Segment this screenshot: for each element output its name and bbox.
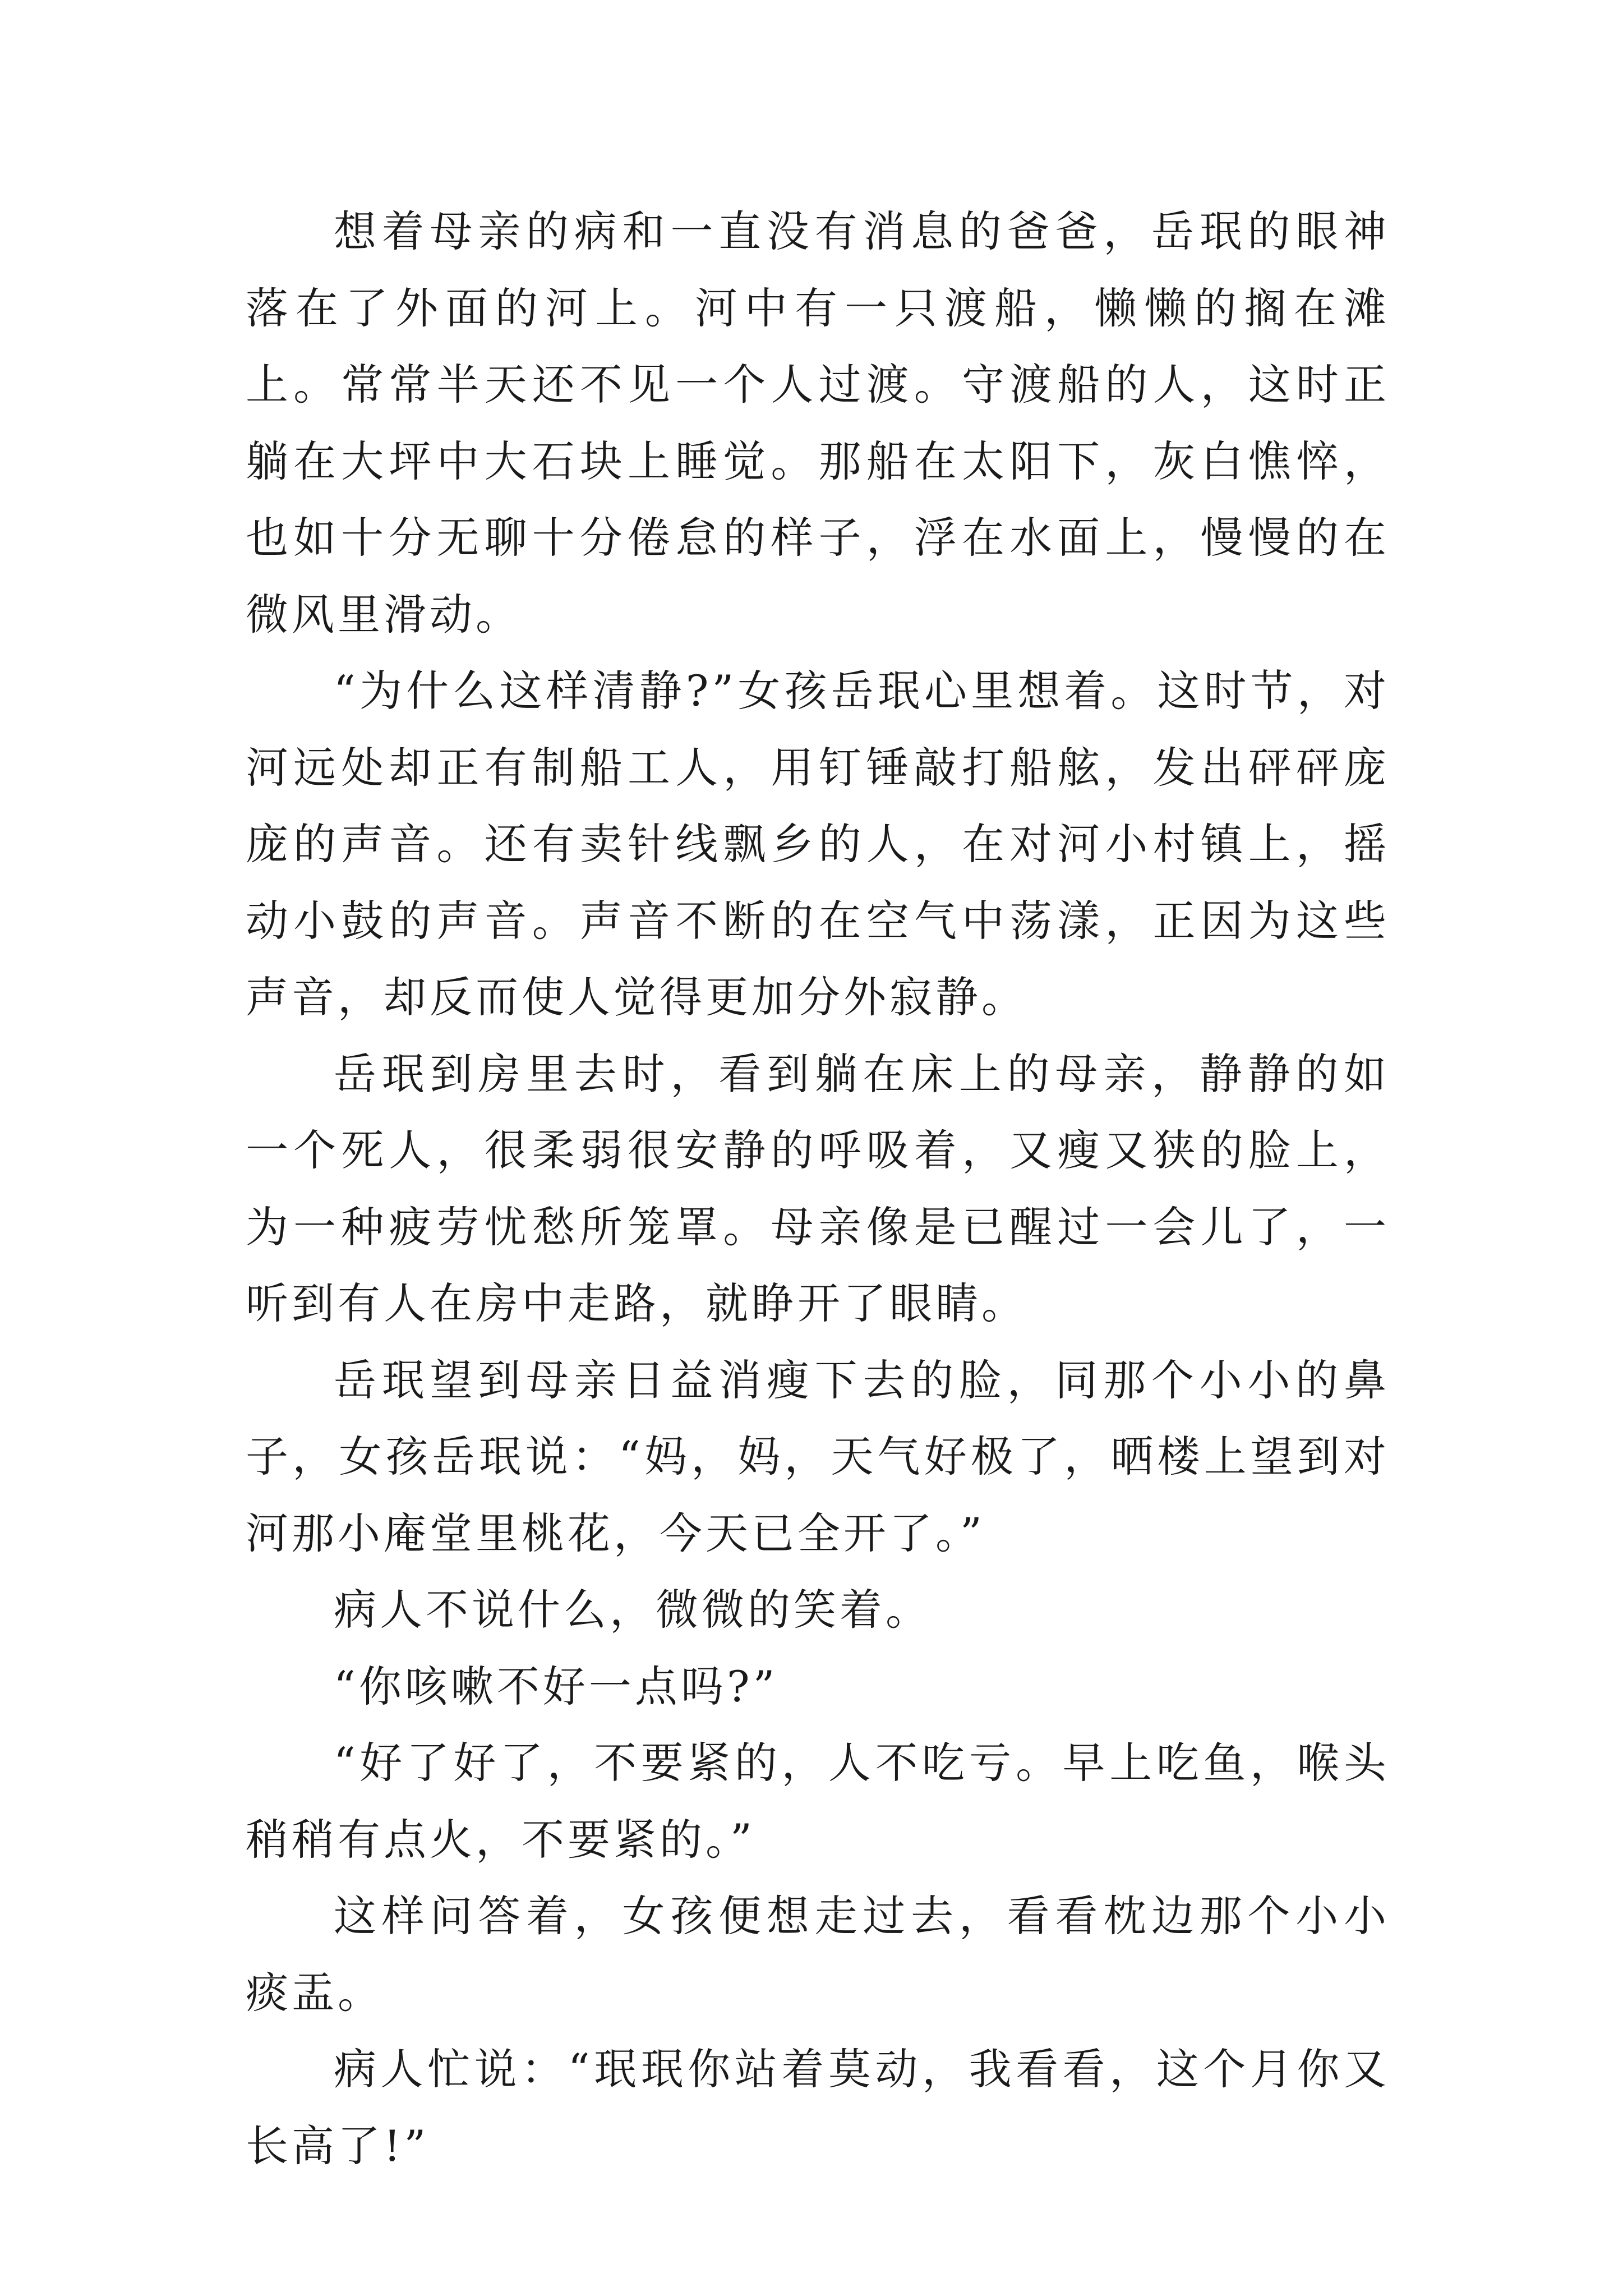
paragraph-7: “好了好了，不要紧的，人不吃亏。早上吃鱼，喉头稍稍有点火，不要紧的。” (246, 1738, 1390, 1865)
paragraph-9: 病人忙说：“珉珉你站着莫动，我看看，这个月你又长高了!” (246, 2044, 1390, 2171)
paragraph-3: 岳珉到房里去时，看到躺在床上的母亲，静静的如一个死人，很柔弱很安静的呼吸着，又瘦又狭的脸上，为一种疲劳忧愁所笼罩。母亲像是已醒过一会儿了，一听到有人在房中走路，就睁开了眼睛。 (246, 1048, 1390, 1328)
paragraph-5: 病人不说什么，微微的笑着。 (334, 1585, 932, 1635)
paragraph-4: 岳珉望到母亲日益消瘦下去的脸，同那个小小的鼻子，女孩岳珉说：“妈，妈，天气好极了，晒楼上望到对河那小庵堂里桃花，今天已全开了。” (246, 1355, 1390, 1558)
body-text (246, 194, 1390, 2184)
paragraph-8: 这样问答着，女孩便想走过去，看看枕边那个小小痰盂。 (246, 1891, 1390, 2018)
paragraph-2: “为什么这样清静?”女孩岳珉心里想着。这时节，对河远处却正有制船工人，用钉锤敲打船舷，发出砰砰庞庞的声音。还有卖针线飘乡的人，在对河小村镇上，摇动小鼓的声音。声音不断的在空气中荡漾，正因为这些声音，却反而使人觉得更加分外寂静。 (246, 666, 1390, 1022)
paragraph-1: 想着母亲的病和一直没有消息的爸爸，岳珉的眼神落在了外面的河上。河中有一只渡船，懒懒的搁在滩上。常常半天还不见一个人过渡。守渡船的人，这时正躺在大坪中大石块上睡觉。那船在太阳下，灰白憔悴，也如十分无聊十分倦怠的样子，浮在水面上，慢慢的在微风里滑动。 (246, 206, 1390, 639)
paragraph-6: “你咳嗽不好一点吗?” (334, 1661, 778, 1711)
